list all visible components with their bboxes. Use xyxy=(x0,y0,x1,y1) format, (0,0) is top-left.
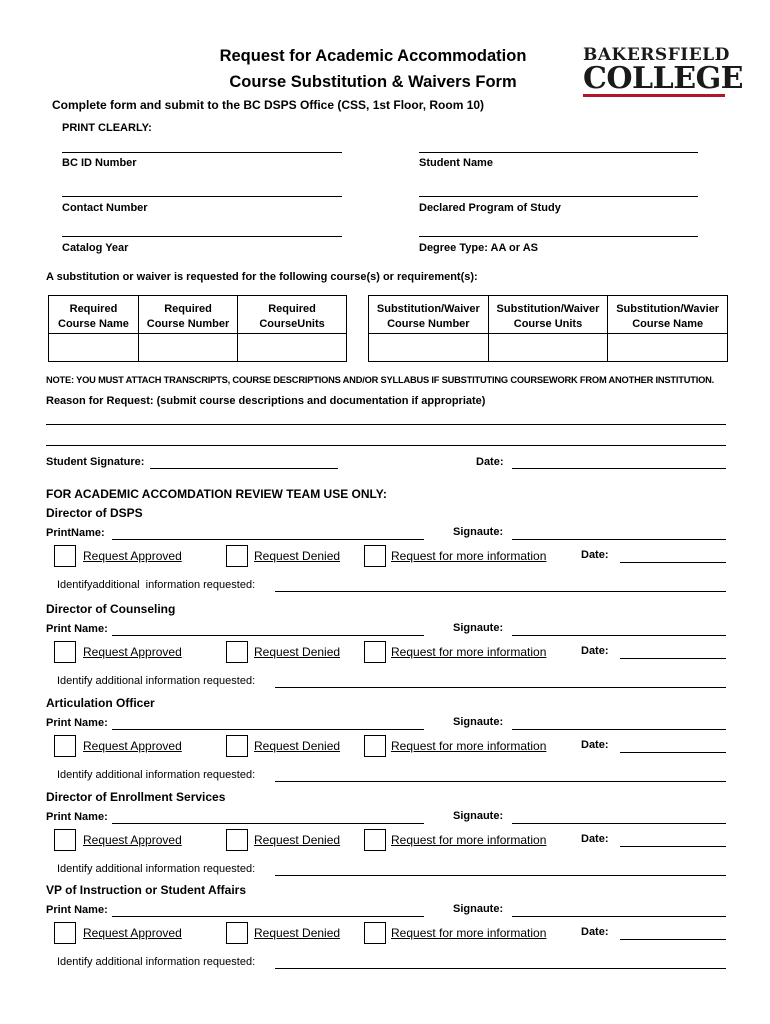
reviewer-role: VP of Instruction or Student Affairs xyxy=(46,883,247,897)
degree-type-line[interactable] xyxy=(419,236,698,237)
signature-line[interactable] xyxy=(512,539,726,540)
student-signature-label: Student Signature: xyxy=(46,456,145,468)
required-course-table xyxy=(48,295,347,362)
more-info-label: Request for more information xyxy=(391,833,547,847)
approved-label: Request Approved xyxy=(83,926,182,940)
declared-program-line[interactable] xyxy=(419,196,698,197)
more-info-checkbox[interactable] xyxy=(364,922,386,944)
print-name-line[interactable] xyxy=(112,635,424,636)
identify-info-label: Identify additional information requested: xyxy=(57,863,256,875)
signature-line[interactable] xyxy=(512,916,726,917)
review-header: FOR ACADEMIC ACCOMDATION REVIEW TEAM USE ONLY: xyxy=(46,487,387,501)
reviewer-role: Director of DSPS xyxy=(46,506,143,520)
print-clearly-label: PRINT CLEARLY: xyxy=(62,122,152,134)
print-name-label: Print Name: xyxy=(46,717,108,729)
substitution-intro: A substitution or waiver is requested for the following course(s) or requirement(s): xyxy=(46,271,478,283)
header-required-course-units: Required CourseUnits xyxy=(238,296,347,334)
identify-info-label: Identify additional information requested: xyxy=(57,675,256,687)
identify-info-line[interactable] xyxy=(275,968,726,969)
denied-checkbox[interactable] xyxy=(226,922,248,944)
more-info-checkbox[interactable] xyxy=(364,641,386,663)
identify-info-label: Identifyadditional information requested: xyxy=(57,579,256,591)
bc-id-label: BC ID Number xyxy=(62,157,137,169)
more-info-checkbox[interactable] xyxy=(364,735,386,757)
signature-label: Signaute: xyxy=(453,716,504,728)
review-date-label: Date: xyxy=(581,926,609,938)
review-date-label: Date: xyxy=(581,549,609,561)
catalog-year-line[interactable] xyxy=(62,236,342,237)
more-info-label: Request for more information xyxy=(391,926,547,940)
signature-label: Signaute: xyxy=(453,903,504,915)
student-date-line[interactable] xyxy=(512,468,726,469)
print-name-label: Print Name: xyxy=(46,623,108,635)
identify-info-label: Identify additional information requested: xyxy=(57,956,256,968)
print-name-line[interactable] xyxy=(112,729,424,730)
reason-line-1[interactable] xyxy=(46,424,726,425)
approved-checkbox[interactable] xyxy=(54,735,76,757)
cell-substitution-course-units[interactable] xyxy=(488,334,608,362)
print-name-line[interactable] xyxy=(112,823,424,824)
approved-label: Request Approved xyxy=(83,645,182,659)
reviewer-role: Director of Counseling xyxy=(46,602,176,616)
review-date-line[interactable] xyxy=(620,658,726,659)
signature-label: Signaute: xyxy=(453,622,504,634)
contact-number-label: Contact Number xyxy=(62,202,148,214)
form-title xyxy=(193,43,553,95)
more-info-checkbox[interactable] xyxy=(364,545,386,567)
review-date-label: Date: xyxy=(581,645,609,657)
denied-checkbox[interactable] xyxy=(226,829,248,851)
approved-label: Request Approved xyxy=(83,739,182,753)
reason-line-2[interactable] xyxy=(46,445,726,446)
approved-checkbox[interactable] xyxy=(54,922,76,944)
review-date-label: Date: xyxy=(581,833,609,845)
cell-substitution-course-name[interactable] xyxy=(608,334,728,362)
student-date-label: Date: xyxy=(476,456,504,468)
signature-line[interactable] xyxy=(512,823,726,824)
cell-required-course-number[interactable] xyxy=(138,334,237,362)
catalog-year-label: Catalog Year xyxy=(62,242,129,254)
review-date-line[interactable] xyxy=(620,752,726,753)
header-required-course-name: Required Course Name xyxy=(49,296,139,334)
denied-label: Request Denied xyxy=(254,833,341,847)
signature-label: Signaute: xyxy=(453,810,504,822)
approved-checkbox[interactable] xyxy=(54,545,76,567)
signature-line[interactable] xyxy=(512,729,726,730)
reviewer-role: Articulation Officer xyxy=(46,696,155,710)
bc-id-line[interactable] xyxy=(62,152,342,153)
more-info-label: Request for more information xyxy=(391,549,547,563)
degree-type-label: Degree Type: AA or AS xyxy=(419,242,538,254)
cell-required-course-units[interactable] xyxy=(238,334,347,362)
contact-number-line[interactable] xyxy=(62,196,342,197)
reason-label: Reason for Request: (submit course descriptions and documentation if appropriate) xyxy=(46,395,486,407)
review-date-label: Date: xyxy=(581,739,609,751)
print-name-label: PrintName: xyxy=(46,527,105,539)
print-name-line[interactable] xyxy=(112,539,424,540)
denied-label: Request Denied xyxy=(254,739,341,753)
instructions: Complete form and submit to the BC DSPS Office (CSS, 1st Floor, Room 10) xyxy=(52,98,485,112)
header-substitution-course-number: Substitution/Waiver Course Number xyxy=(369,296,489,334)
student-signature-line[interactable] xyxy=(150,468,338,469)
more-info-checkbox[interactable] xyxy=(364,829,386,851)
college-logo: BAKERSFIELD COLLEGE xyxy=(583,45,744,96)
denied-checkbox[interactable] xyxy=(226,641,248,663)
more-info-label: Request for more information xyxy=(391,739,547,753)
identify-info-line[interactable] xyxy=(275,591,726,592)
approved-checkbox[interactable] xyxy=(54,641,76,663)
review-date-line[interactable] xyxy=(620,846,726,847)
approved-checkbox[interactable] xyxy=(54,829,76,851)
more-info-label: Request for more information xyxy=(391,645,547,659)
denied-label: Request Denied xyxy=(254,549,341,563)
review-date-line[interactable] xyxy=(620,939,726,940)
denied-label: Request Denied xyxy=(254,645,341,659)
signature-label: Signaute: xyxy=(453,526,504,538)
attachment-note: NOTE: YOU MUST ATTACH TRANSCRIPTS, COURSE DESCRIPTIONS AND/OR SYLLABUS IF SUBSTITUTING COURSEWORK FROM ANOTHER INSTITUTION. xyxy=(46,375,715,385)
cell-required-course-name[interactable] xyxy=(49,334,139,362)
header-substitution-course-name: Substitution/Wavier Course Name xyxy=(608,296,728,334)
signature-line[interactable] xyxy=(512,635,726,636)
student-name-label: Student Name xyxy=(419,157,493,169)
header-required-course-number: Required Course Number xyxy=(138,296,237,334)
student-name-line[interactable] xyxy=(419,152,698,153)
substitution-course-table xyxy=(368,295,728,362)
denied-checkbox[interactable] xyxy=(226,735,248,757)
identify-info-label: Identify additional information requested: xyxy=(57,769,256,781)
header-substitution-course-units: Substitution/Waiver Course Units xyxy=(488,296,608,334)
title-line-2: Course Substitution & Waivers Form xyxy=(229,73,517,91)
print-name-label: Print Name: xyxy=(46,811,108,823)
title-line-1: Request for Academic Accommodation xyxy=(219,47,527,65)
identify-info-line[interactable] xyxy=(275,687,726,688)
print-name-label: Print Name: xyxy=(46,904,108,916)
reviewer-role: Director of Enrollment Services xyxy=(46,790,226,804)
identify-info-line[interactable] xyxy=(275,781,726,782)
denied-label: Request Denied xyxy=(254,926,341,940)
identify-info-line[interactable] xyxy=(275,875,726,876)
print-name-line[interactable] xyxy=(112,916,424,917)
review-date-line[interactable] xyxy=(620,562,726,563)
approved-label: Request Approved xyxy=(83,549,182,563)
declared-program-label: Declared Program of Study xyxy=(419,202,561,214)
denied-checkbox[interactable] xyxy=(226,545,248,567)
cell-substitution-course-number[interactable] xyxy=(369,334,489,362)
approved-label: Request Approved xyxy=(83,833,182,847)
